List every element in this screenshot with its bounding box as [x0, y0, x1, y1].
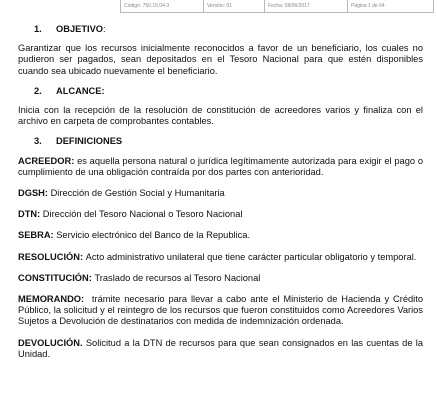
header-fecha: Fecha: 08/06/2017	[265, 0, 348, 13]
definition-sep: :	[37, 209, 43, 220]
definition-term: RESOLUCIÓN	[18, 251, 80, 262]
definition-term: MEMORANDO	[18, 294, 82, 305]
header-row	[121, 0, 434, 13]
definition-memorando	[18, 294, 426, 328]
definition-text: es aquella persona natural o jurídica legítimamente autorizada para exigir el pago o cumplimiento de una obligación contraída por dos partes con anterioridad.	[18, 155, 423, 177]
alcance-text: Inicia con la recepción de la resolución de constitución de acreedores varios y finaliza con el archivo en carpeta de comprobantes contables.	[18, 105, 423, 127]
definition-text: trámite necesario para llevar a cabo ante el Ministerio de Hacienda y Crédito Público, la solicitud y el reintegro de los recursos que fueron constituidos como Acreedores Varios Sujetos a Devolución de destinatarios con medida de indemnización ordenada.	[18, 294, 426, 327]
section-heading-definiciones	[18, 136, 423, 147]
definition-resolucion	[18, 252, 423, 263]
header-pagina: Página 1 de 64	[348, 0, 434, 13]
definition-sep: .	[79, 337, 86, 348]
section-title: OBJETIVO	[56, 24, 104, 34]
definition-acreedor	[18, 156, 423, 178]
definition-sebra	[18, 230, 423, 241]
definition-term: ACREEDOR	[18, 155, 72, 166]
section-number: 3.	[34, 136, 42, 147]
definition-constitucion	[18, 273, 423, 284]
section-number: 1.	[34, 24, 42, 34]
section-title: ALCANCE	[56, 85, 102, 96]
definition-sep: :	[71, 155, 78, 166]
definition-term: DEVOLUCIÓN	[18, 337, 80, 348]
definition-term: CONSTITUCIÓN	[18, 272, 89, 283]
section-title: DEFINICIONES	[56, 136, 123, 147]
definition-sep: :	[44, 188, 51, 199]
definition-sep: :	[79, 251, 86, 262]
header-version: Versión: 01	[204, 0, 265, 13]
section-colon: :	[101, 85, 105, 96]
definition-text: Servicio electrónico del Banco de la Republica.	[56, 230, 251, 241]
document-header-table	[120, 0, 434, 13]
definition-text: Dirección del Tesoro Nacional o Tesoro Nacional	[42, 209, 243, 220]
header-codigo: Código: 750.15.04-3	[121, 0, 204, 13]
definition-term: SEBRA	[18, 230, 51, 241]
definition-dgsh	[18, 188, 423, 199]
section-heading-alcance	[18, 86, 423, 97]
section-heading-objetivo	[18, 24, 423, 35]
definition-text: Acto administrativo unilateral que tiene carácter particular obligatorio y temporal.	[85, 251, 417, 262]
definition-text: Dirección de Gestión Social y Humanitaria	[50, 188, 225, 199]
definition-dtn	[18, 209, 423, 220]
definition-term: DTN	[18, 209, 38, 220]
section-number: 2.	[34, 85, 42, 96]
definition-text: Traslado de recursos al Tesoro Nacional	[94, 272, 261, 283]
section-colon: :	[103, 24, 106, 34]
objetivo-text: Garantizar que los recursos inicialmente reconocidos a favor de un beneficiario, los cuales no pudieron ser pagados, sean depositados en el Tesoro Nacional para que estén disponibles cuando sea ubicado nuevamente el beneficiario.	[18, 43, 423, 76]
definition-sep: :	[50, 230, 57, 241]
definition-sep: :	[88, 272, 95, 283]
definition-text: Solicitud a la DTN de recursos para que sean consignados en las cuentas de la Unidad.	[18, 337, 424, 359]
definition-devolucion	[18, 338, 423, 360]
definition-sep: :	[81, 294, 92, 305]
document-body	[18, 24, 426, 370]
definition-term: DGSH	[18, 188, 45, 199]
